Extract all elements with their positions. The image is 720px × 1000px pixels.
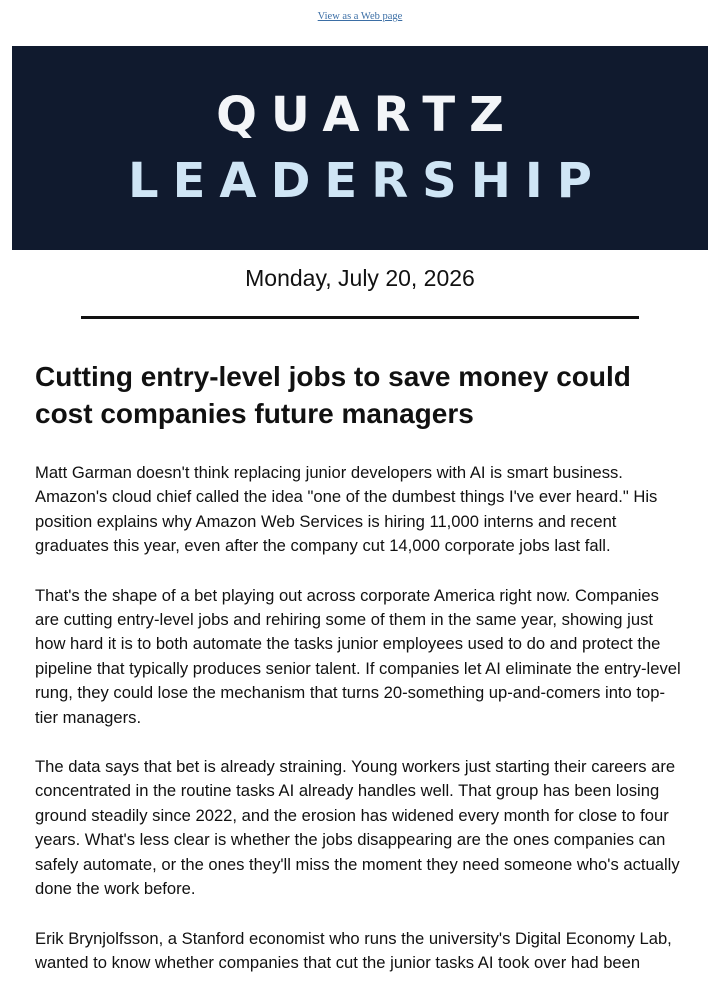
issue-date: Monday, July 20, 2026 [245,265,475,291]
article-paragraph: The data says that bet is already straining. Young workers just starting their careers are concentrated in the routine tasks AI already handles well. That group has been losing ground steadily since 2022, and the erosion has widened every month for close to four years. What's less clear is whether the jobs disappearing are the ones companies can safely automate, or the ones they'll miss the moment they need someone who's actually done the work before. [35,757,680,899]
view-as-web-page-link[interactable]: View as a Web page [317,11,403,22]
article-paragraph: That's the shape of a bet playing out across corporate America right now. Companies are cutting entry-level jobs and rehiring some of them in the same year, showing just how hard it is to both automate the tasks junior employees used to do and protect the pipeline that typically produces senior talent. If companies let AI eliminate the entry-level rung, they could lose the mechanism that turns 20-something up-and-comers into top-tier managers. [35,585,681,727]
article-headline: Cutting entry-level jobs to save money could cost companies future managers [35,361,631,429]
date-divider [81,316,639,319]
web-version-bar [0,11,720,22]
article-body [35,461,685,1000]
banner-title-quartz: QUARTZ [216,87,518,143]
article-paragraph: Matt Garman doesn't think replacing junior developers with AI is smart business. Amazon's cloud chief called the idea "one of the dumbest things I've ever heard." His position explains why Amazon Web Services is hiring 11,000 interns and recent graduates this year, even after the company cut 14,000 corporate jobs last fall. [35,463,658,556]
newsletter-banner [12,46,708,250]
banner-title-leadership: LEADERSHIP [128,153,606,209]
article-paragraph: Erik Brynjolfsson, a Stanford economist who runs the university's Digital Economy Lab, wanted to know whether companies that cut the junior tasks AI took over had been [35,928,672,972]
